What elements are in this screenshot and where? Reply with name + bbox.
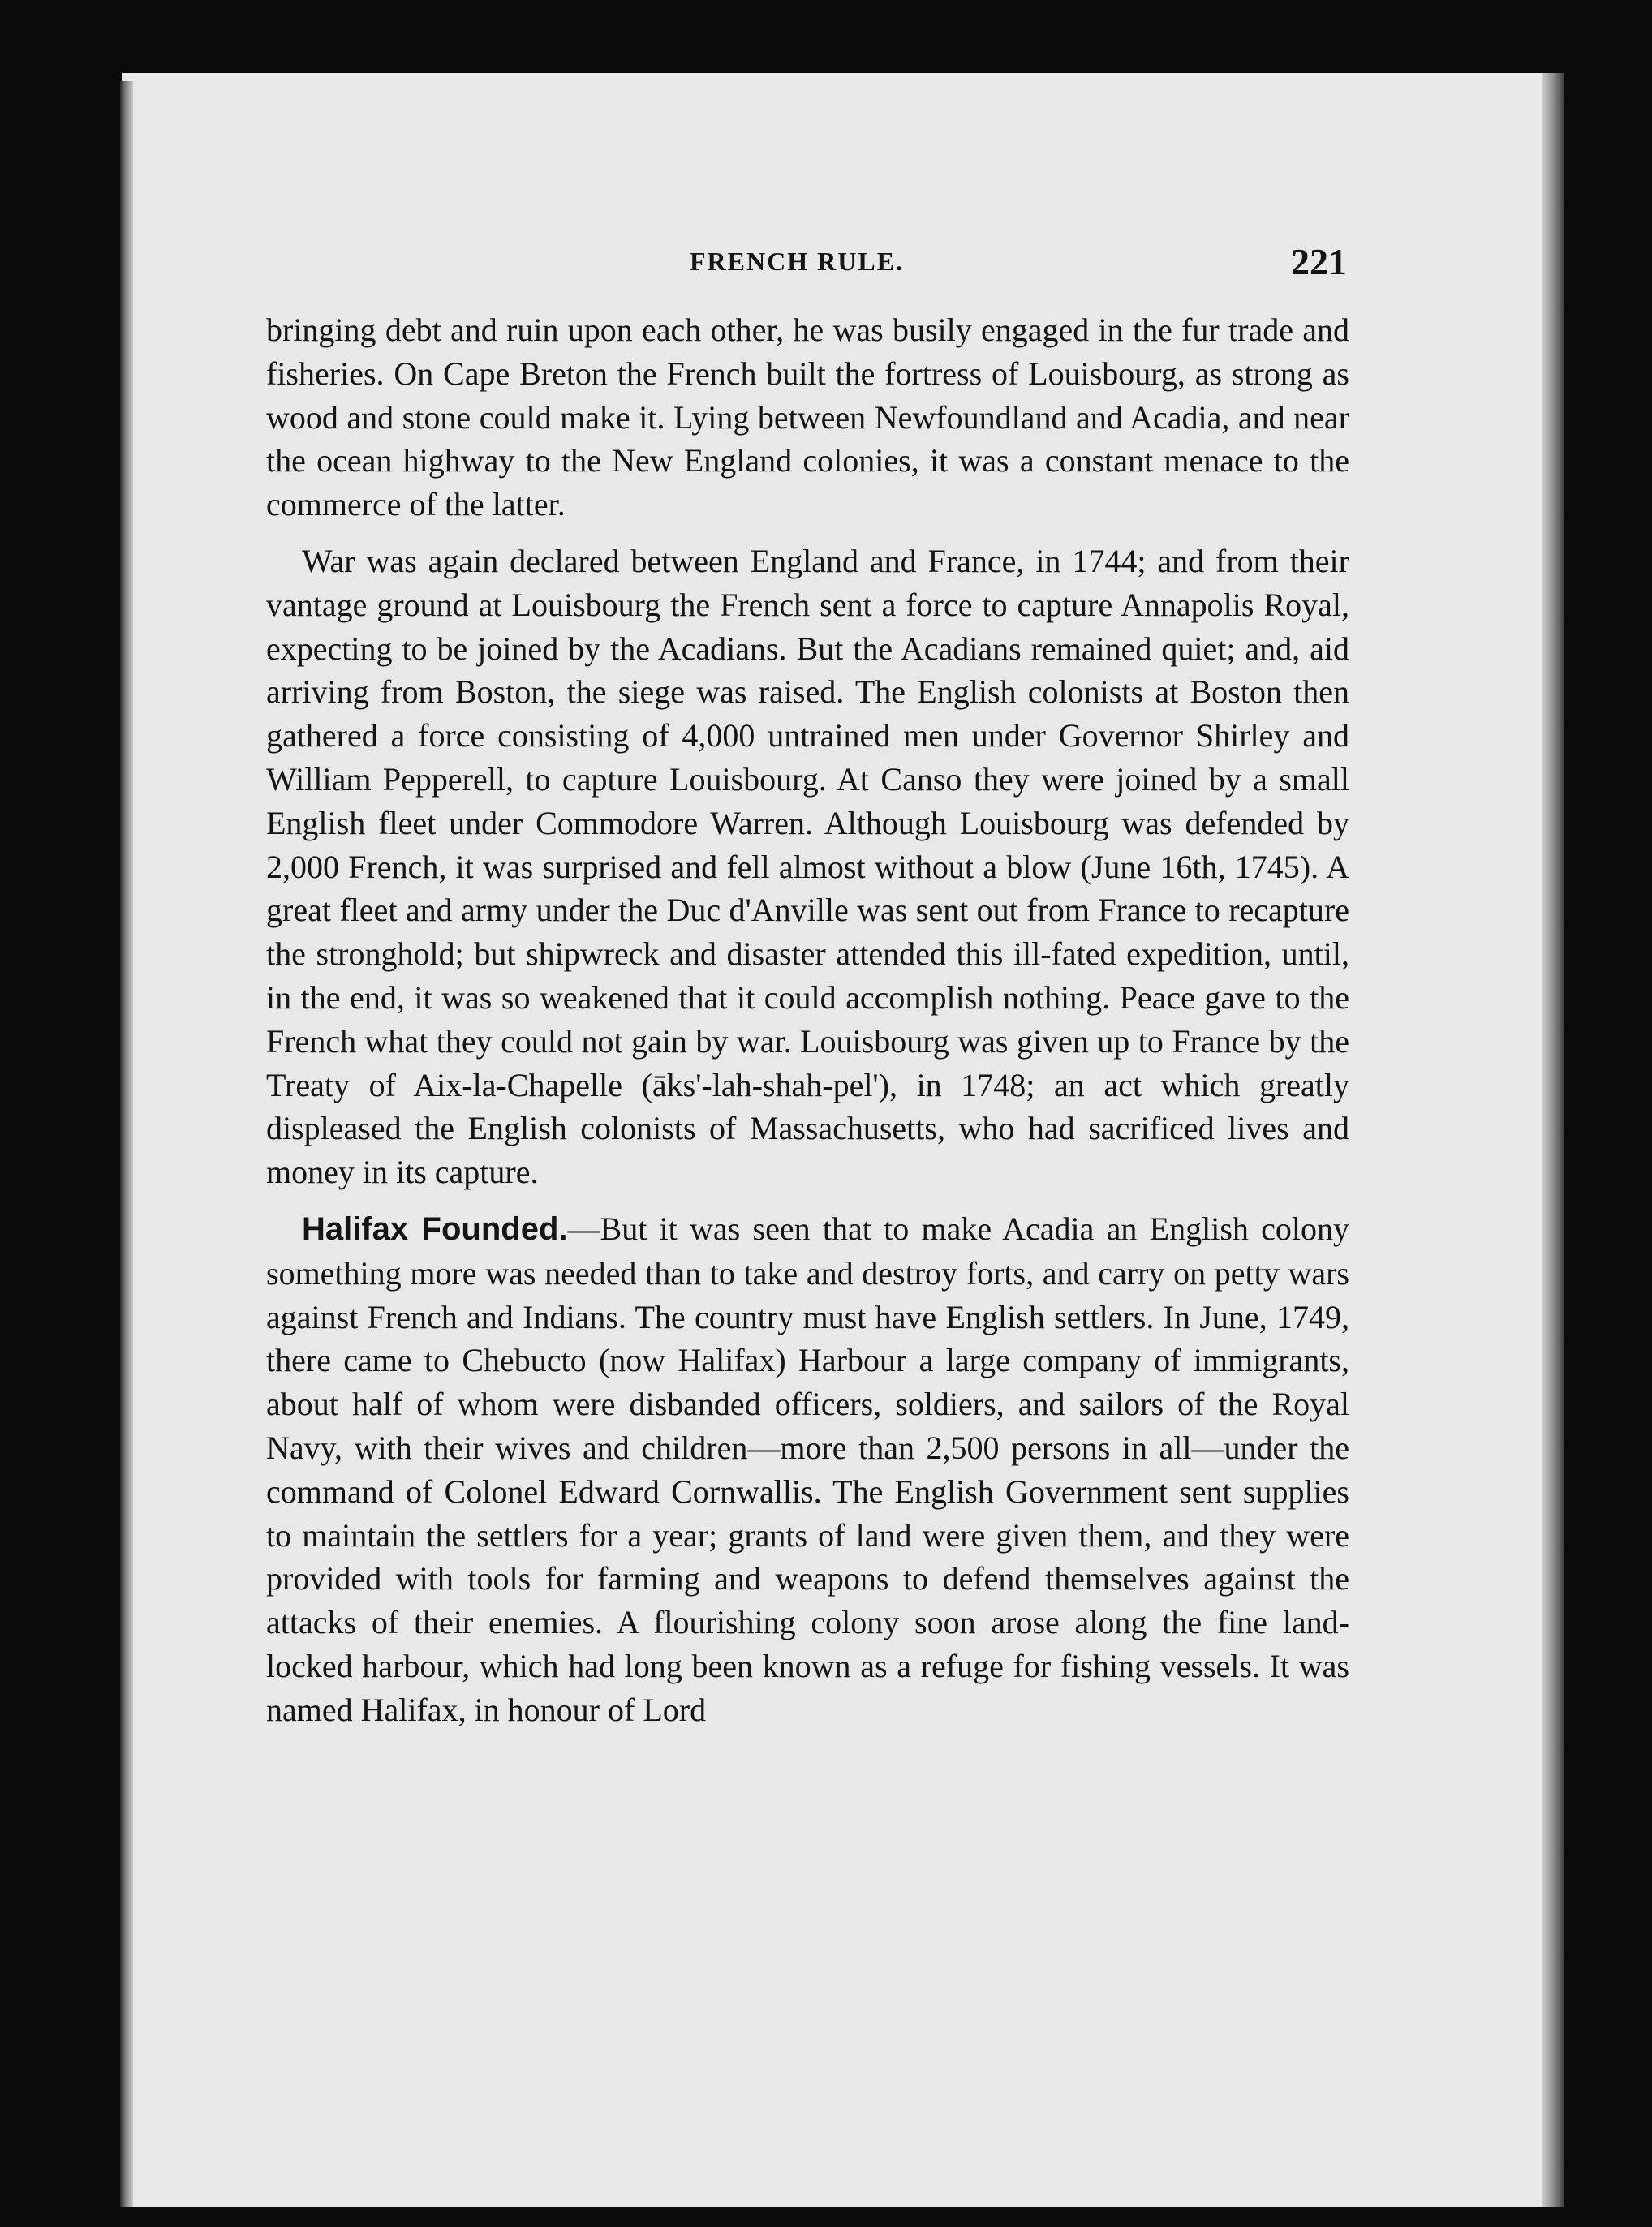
paragraph-2: War was again declared between England and France, in 1744; and from their vantage ground at Louisbourg the French sent a force to capture Annapolis Royal, expecting to be joined by the Acadians. But the Acadians remained quiet; and, aid arriving from Boston, the siege was raised. The English colonists at Boston then gathered a force consisting of 4,000 untrained men under Governor Shirley and William Pepperell, to capture Louisbourg. At Canso they were joined by a small English fleet under Commodore Warren. Although Louisbourg was defended by 2,000 French, it was surprised and fell almost without a blow (June 16th, 1745). A great fleet and army under the Duc d'Anville was sent out from France to recapture the stronghold; but shipwreck and disaster attended this ill-fated expedition, until, in the end, it was so weakened that it could accomplish nothing. Peace gave to the French what they could not gain by war. Louisbourg was given up to France by the Treaty of Aix-la-Chapelle (āks'-lah-shah-pel'), in 1748; an act which greatly displeased the English colonists of Massachusetts, who had sacrificed lives and money in its capture. xyxy=(266,542,1349,1191)
running-head: FRENCH RULE. xyxy=(690,247,905,276)
page-header xyxy=(268,240,1347,289)
page-number: 221 xyxy=(1291,241,1347,282)
paragraph-1: bringing debt and ruin upon each other, he was busily engaged in the fur trade and fisheries. On Cape Breton the French built the fortress of Louisbourg, as strong as wood and stone could make it. Lying between Newfoundland and Acadia, and near the ocean highway to the New England colonies, it was a constant menace to the commerce of the latter. xyxy=(266,312,1349,523)
body-text xyxy=(266,308,1349,1745)
book-spine-shadow xyxy=(120,81,133,2207)
section-heading: Halifax Founded. xyxy=(302,1210,568,1247)
paragraph-3 xyxy=(266,1207,1349,1732)
page-edge-shadow xyxy=(1542,73,1564,2207)
paragraph-3-text: —But it was seen that to make Acadia an English colony something more was needed than to take and destroy forts, and carry on petty wars against French and Indians. The country must have English settlers. In June, 1749, there came to Chebucto (now Halifax) Harbour a large company of immigrants, about half of whom were disbanded officers, soldiers, and sailors of the Royal Navy, with their wives and children—more than 2,500 persons in all—under the command of Colonel Edward Cornwallis. The English Government sent supplies to maintain the settlers for a year; grants of land were given them, and they were provided with tools for farming and weapons to defend themselves against the attacks of their enemies. A flourishing colony soon arose along the fine land-locked harbour, which had long been known as a refuge for fishing vessels. It was named Halifax, in honour of Lord xyxy=(266,1210,1350,1728)
